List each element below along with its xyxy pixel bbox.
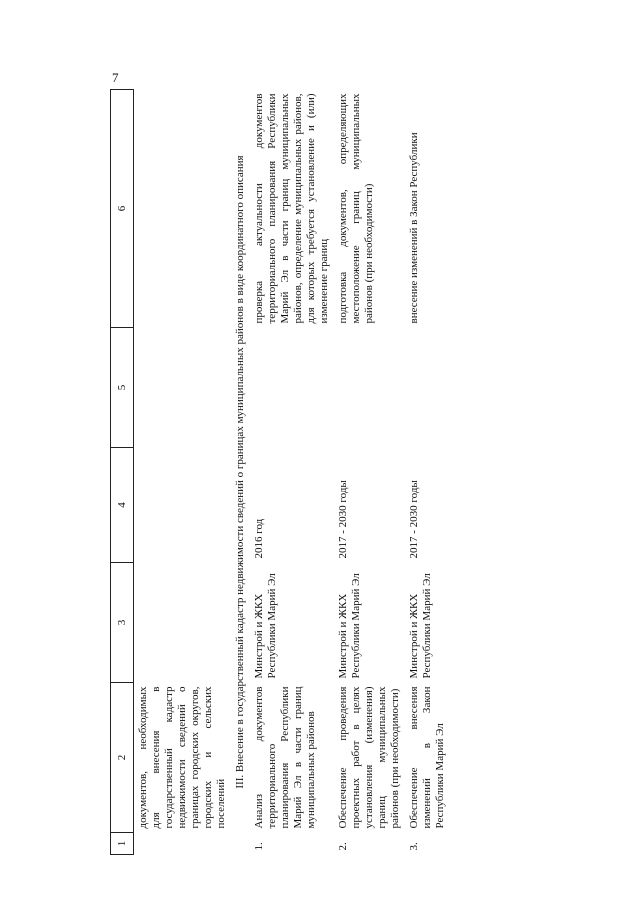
row-term: 2016 год	[253, 518, 265, 559]
table-row	[405, 90, 450, 855]
header-col-3: 3	[111, 563, 134, 683]
continuation-text: документов, необходимых для внесения в государственный кадастр недвижимости сведений о границах городских округов, городских и сельских поселений	[137, 686, 227, 829]
row-result: подготовка документов, определяющих местоположение границ муниципальных районов (при необходимости)	[337, 93, 375, 324]
plan-table	[110, 89, 450, 855]
document-page	[110, 55, 550, 855]
header-col-2: 2	[111, 683, 134, 833]
row-number: 2.	[337, 842, 349, 851]
row-result: проверка актуальности документов территориального планирования Республики Марий Эл в части границ муниципальных районов, определение муниципальных районов, для которых требуется установление и (или) изменение границ	[253, 93, 330, 324]
continuation-row	[134, 90, 232, 855]
row-executor: Минстрой и ЖКХ Республики Марий Эл	[337, 573, 362, 679]
row-action: Обеспечение проведения проектных работ в целях установления (изменения) границ муниципальных районов (при необходимости)	[337, 686, 401, 829]
section-title: III. Внесение в государственный кадастр недвижимости сведений о границах муниципальных районов в виде координатного описания	[234, 155, 246, 789]
header-col-4: 4	[111, 448, 134, 563]
row-number: 1.	[253, 842, 265, 851]
header-col-1: 1	[111, 833, 134, 855]
row-executor: Минстрой и ЖКХ Республики Марий Эл	[253, 573, 278, 679]
row-term: 2017 - 2030 годы	[337, 480, 349, 559]
header-col-5: 5	[111, 328, 134, 448]
header-col-6: 6	[111, 90, 134, 328]
row-action: Анализ документов территориального планирования Республики Марий Эл в части границ муниципальных районов	[253, 686, 317, 829]
row-term: 2017 - 2030 годы	[408, 480, 420, 559]
row-action: Обеспечение внесения изменений в Закон Республики Марий Эл	[408, 686, 446, 829]
header-row	[111, 90, 134, 855]
table-row	[250, 90, 334, 855]
row-number: 3.	[408, 842, 420, 851]
page-number: 7	[112, 70, 119, 85]
table-row	[334, 90, 405, 855]
section-row	[231, 90, 250, 855]
row-executor: Минстрой и ЖКХ Республики Марий Эл	[408, 573, 433, 679]
row-result: внесение изменений в Закон Республики	[408, 132, 420, 324]
